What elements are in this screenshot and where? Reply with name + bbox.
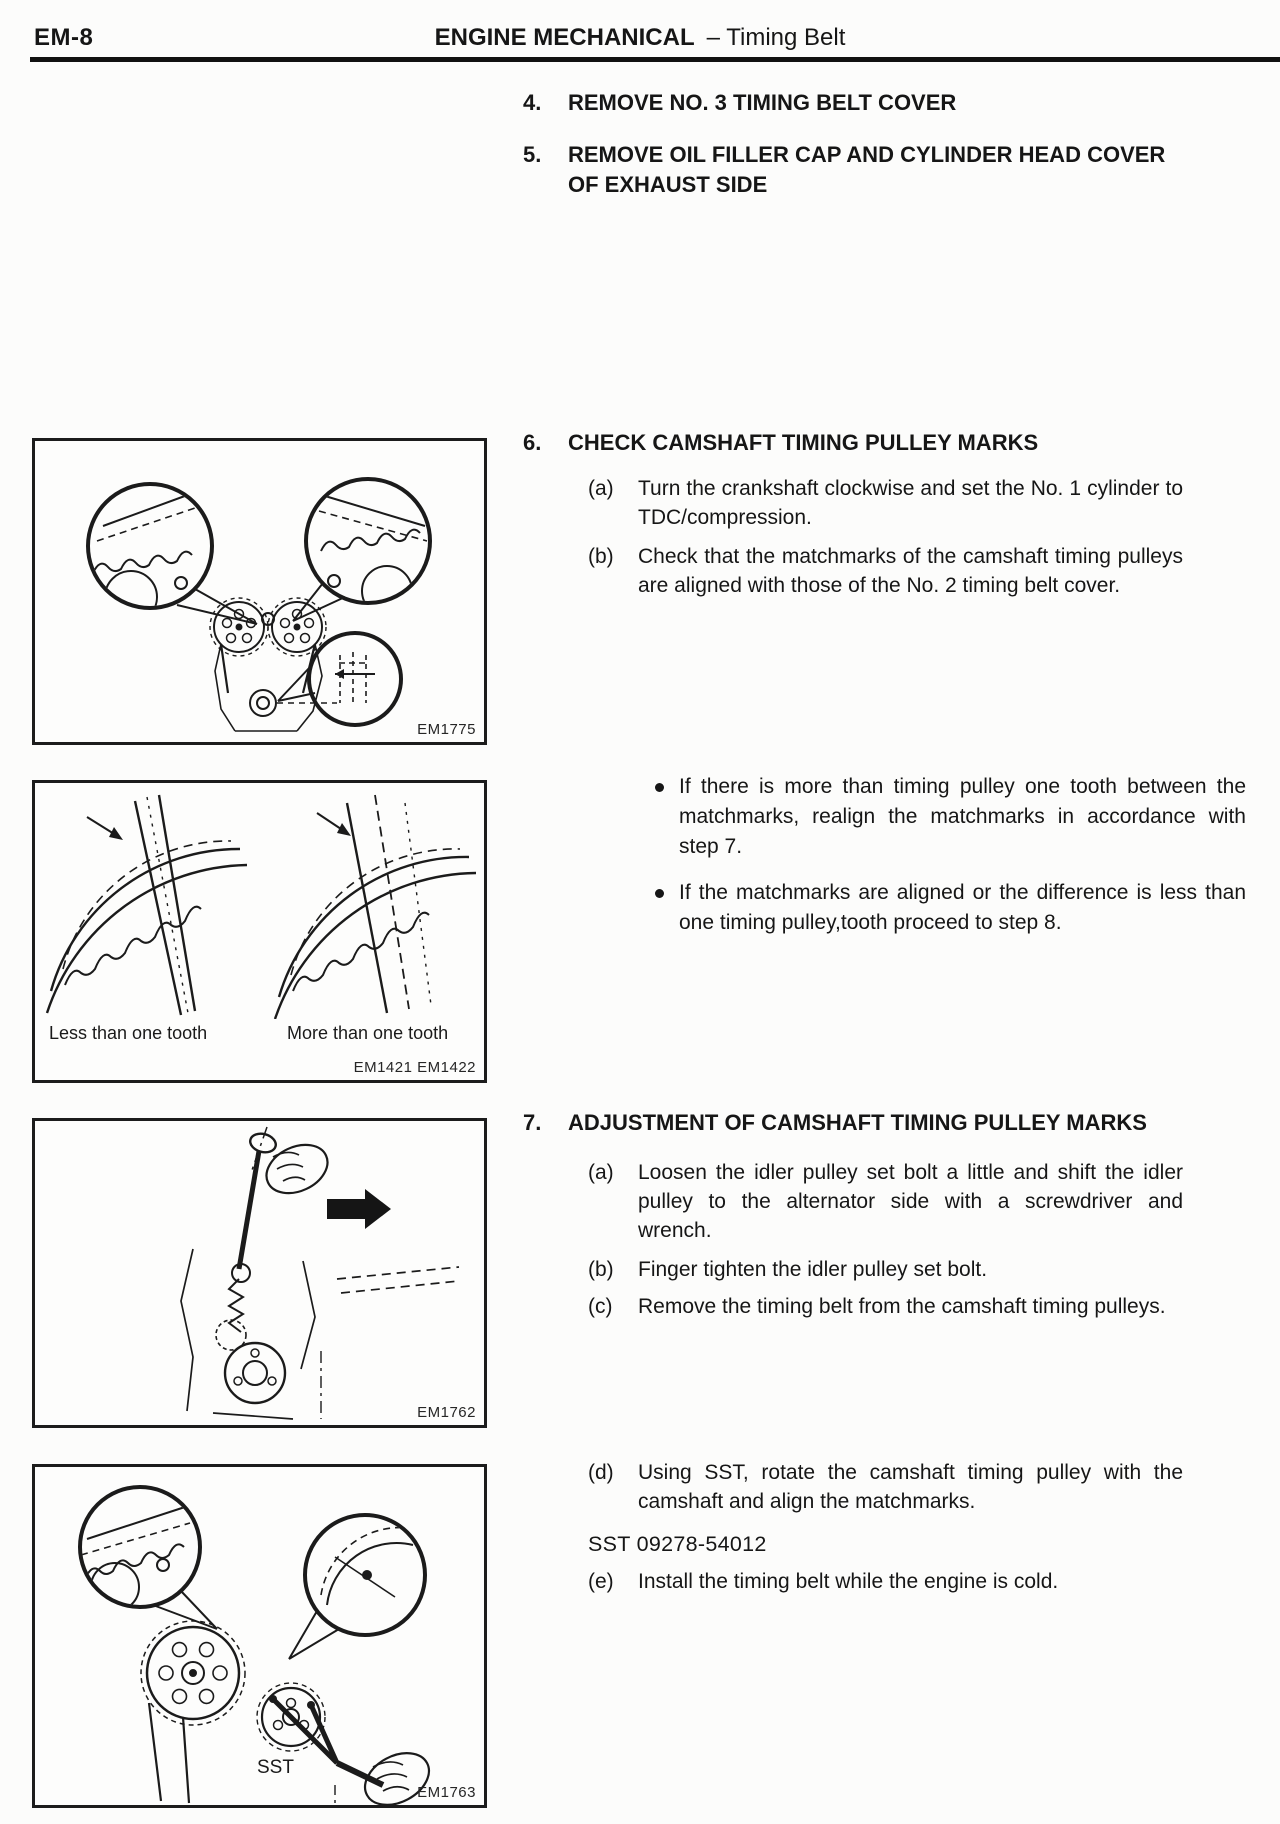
- sst-camshaft-pulley-drawing: [35, 1467, 484, 1805]
- step-7-title: ADJUSTMENT OF CAMSHAFT TIMING PULLEY MARKS: [568, 1110, 1147, 1135]
- substep-text: Remove the timing belt from the camshaft timing pulleys.: [638, 1295, 1166, 1318]
- step-7-substep-a: [588, 1158, 1245, 1245]
- substep-text: Using SST, rotate the camshaft timing pulley with the camshaft and align the matchmarks.: [638, 1461, 1183, 1513]
- caption-more-than-one-tooth: More than one tooth: [287, 1023, 449, 1043]
- step-6-number: 6.: [523, 430, 542, 455]
- figure-code: EM1762: [417, 1404, 476, 1421]
- substep-label: (d): [588, 1461, 614, 1484]
- step-6-notes: [655, 772, 1247, 938]
- substep-label: (a): [588, 477, 614, 500]
- substep-label: (b): [588, 545, 614, 568]
- note-text: If there is more than timing pulley one tooth between the matchmarks, realign the matchmarks in accordance with step 7.: [679, 775, 1246, 858]
- substep-text: Loosen the idler pulley set bolt a little and shift the idler pulley to the alternator side with a screwdriver and wrench.: [638, 1161, 1183, 1242]
- header-rule: [30, 57, 1280, 62]
- substep-label: (b): [588, 1258, 614, 1281]
- step-7-number: 7.: [523, 1110, 542, 1135]
- substep-text: Check that the matchmarks of the camshaft timing pulleys are aligned with those of the No. 2 timing belt cover.: [638, 545, 1183, 597]
- step-6-substep-a: [588, 474, 1245, 532]
- page-header: [0, 24, 1280, 52]
- figure-em1421-em1422: [32, 780, 487, 1083]
- figure-em1775: [32, 438, 487, 745]
- step-7-substep-d: [588, 1458, 1245, 1516]
- note-text: If the matchmarks are aligned or the difference is less than one timing pulley,tooth proceed to step 8.: [679, 881, 1246, 934]
- caption-less-than-one-tooth: Less than one tooth: [49, 1023, 208, 1043]
- step-7: [523, 1108, 1245, 1321]
- substep-text: Install the timing belt while the engine is cold.: [638, 1570, 1059, 1593]
- figure-code: EM1421 EM1422: [353, 1059, 476, 1076]
- step-7-substep-e: [588, 1567, 1245, 1596]
- step-6-title: CHECK CAMSHAFT TIMING PULLEY MARKS: [568, 430, 1039, 455]
- step-4-number: 4.: [523, 90, 542, 115]
- step-4: [523, 88, 1245, 118]
- sst-part-number: SST 09278-54012: [588, 1532, 767, 1556]
- substep-label: (e): [588, 1570, 614, 1593]
- step-7-substep-c: [588, 1292, 1245, 1321]
- figure-em1762: [32, 1118, 487, 1428]
- note-bullet-1: [655, 772, 1247, 862]
- figure-em1763: [32, 1464, 487, 1808]
- header-section-title: ENGINE MECHANICAL: [434, 24, 695, 51]
- header-section-topic: – Timing Belt: [706, 24, 846, 51]
- engine-timing-belt-matchmarks-drawing: [35, 441, 484, 742]
- note-bullet-2: [655, 878, 1247, 938]
- bullet-dot-icon: [655, 878, 679, 938]
- step-6-substep-b: [588, 542, 1245, 600]
- step-5: [523, 140, 1245, 200]
- bullet-dot-icon: [655, 772, 679, 862]
- step-7-substep-b: [588, 1255, 1245, 1284]
- step-7-continued: [523, 1458, 1245, 1596]
- substep-text: Finger tighten the idler pulley set bolt.: [638, 1258, 988, 1281]
- sst-tool-label: SST: [257, 1757, 294, 1778]
- page-number: EM-8: [34, 24, 94, 51]
- substep-label: (a): [588, 1161, 614, 1184]
- idler-pulley-screwdriver-drawing: [35, 1121, 484, 1425]
- step-6: [523, 428, 1245, 600]
- step-4-title: REMOVE NO. 3 TIMING BELT COVER: [568, 90, 957, 115]
- step-5-title: REMOVE OIL FILLER CAP AND CYLINDER HEAD COVER OF EXHAUST SIDE: [568, 142, 1166, 197]
- figure-code: EM1775: [417, 721, 476, 738]
- pulley-tooth-comparison-drawing: [35, 783, 484, 1019]
- substep-label: (c): [588, 1295, 613, 1318]
- step-5-number: 5.: [523, 142, 542, 167]
- substep-text: Turn the crankshaft clockwise and set the No. 1 cylinder to TDC/compression.: [638, 477, 1183, 529]
- figure-code: EM1763: [417, 1784, 476, 1801]
